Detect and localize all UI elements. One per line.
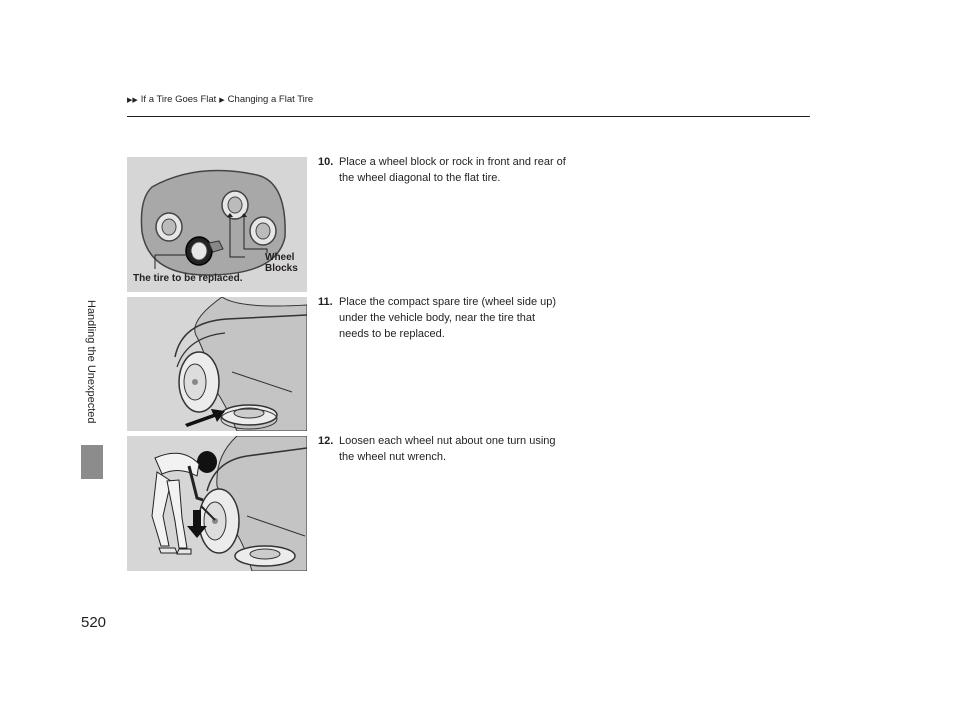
step-10: [318, 154, 568, 186]
direction-arrow-icon: [185, 409, 225, 427]
spare-tire-placement-illustration: [127, 297, 307, 431]
tire-icon: [156, 213, 182, 241]
chapter-tab-marker: [81, 445, 103, 479]
step-number: 12.: [318, 435, 334, 447]
page-number: 520: [81, 614, 107, 631]
step-text: Place the compact spare tire (wheel side up) under the vehicle body, near the tire that needs to be replaced.: [339, 296, 557, 340]
flat-tire-icon: [186, 237, 212, 265]
breadcrumb-arrow-icon: ▶: [219, 96, 225, 104]
breadcrumb-section-link[interactable]: If a Tire Goes Flat: [140, 94, 217, 105]
chapter-side-label: Handling the Unexpected: [85, 300, 97, 424]
breadcrumb-subsection-link[interactable]: Changing a Flat Tire: [227, 94, 314, 105]
tire-icon: [199, 489, 239, 553]
breadcrumb: [127, 94, 313, 105]
step-12: [318, 433, 568, 465]
breadcrumb-arrow-icon: ▶▶: [127, 96, 138, 104]
step-text: Place a wheel block or rock in front and rear of the wheel diagonal to the flat tire.: [339, 156, 566, 184]
wheel-blocks-callout: Wheel Blocks: [265, 252, 298, 274]
spare-tire-icon: [235, 546, 295, 566]
wheel-blocks-illustration: [127, 157, 307, 292]
tire-icon: [250, 217, 276, 245]
header-divider: [127, 116, 810, 117]
loosen-wheel-nuts-illustration: [127, 436, 307, 571]
tire-icon: [179, 352, 219, 412]
step-11: [318, 294, 568, 342]
step-number: 10.: [318, 156, 334, 168]
step-number: 11.: [318, 296, 333, 308]
tire-to-replace-callout: The tire to be replaced.: [133, 273, 243, 284]
step-text: Loosen each wheel nut about one turn using the wheel nut wrench.: [339, 435, 556, 463]
